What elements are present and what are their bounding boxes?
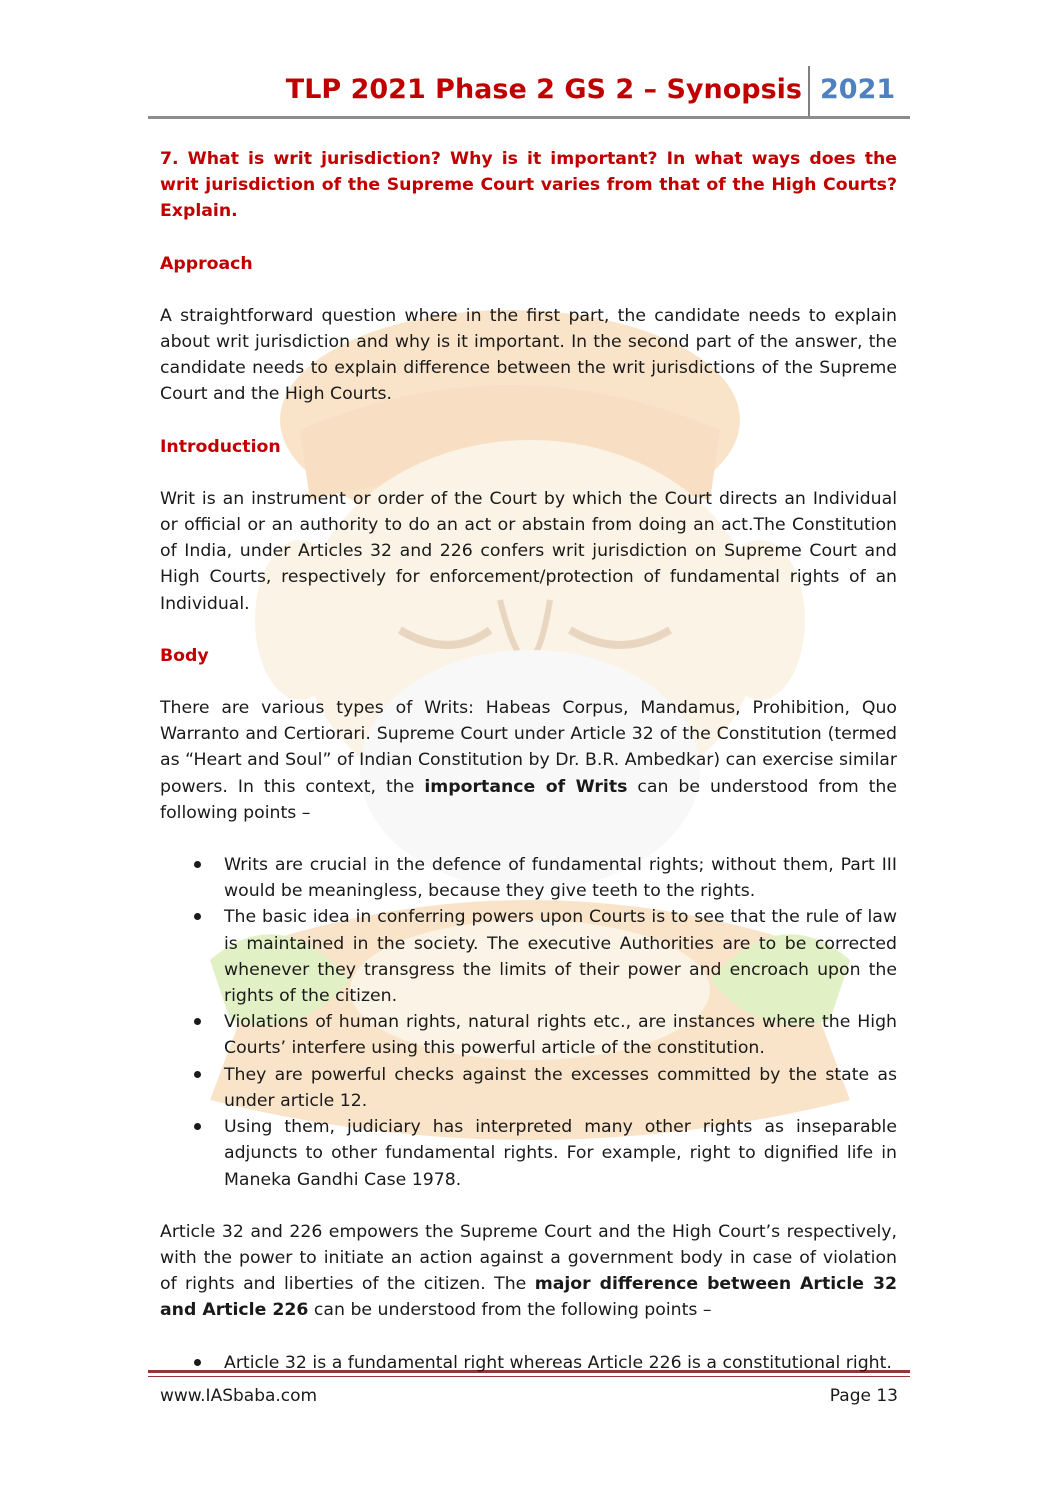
footer-page-number: Page 13 <box>829 1386 898 1406</box>
footer-website: www.IASbaba.com <box>160 1386 318 1406</box>
body-paragraph-1-text: There are various types of Writs: Habeas Corpus, Mandamus, Prohibition, Quo Warranto and Certiorari. Supreme Court under Article 32 of the Constitution (termed as “Heart and Soul” of Indian Constitution by Dr. B.R. Ambedkar) can exercise similar powers. In this context, the <box>160 698 897 797</box>
list-item <box>224 1009 897 1061</box>
bullet-icon <box>194 1071 201 1078</box>
bullet-icon <box>194 861 201 868</box>
bullet-icon <box>194 1018 201 1025</box>
bullet-icon <box>194 913 201 920</box>
list-item-text: Violations of human rights, natural rights etc., are instances where the High Courts’ interfere using this powerful article of the constitution. <box>224 1012 897 1059</box>
bullet-icon <box>194 1359 201 1366</box>
difference-bullet-list <box>160 1350 897 1376</box>
list-item-text: Article 32 is a fundamental right whereas Article 226 is a constitutional right. <box>224 1352 892 1373</box>
page-content <box>160 146 897 1402</box>
body-paragraph-1-bold: importance of Writs <box>424 776 628 797</box>
list-item <box>224 852 897 904</box>
header-separator <box>808 66 810 116</box>
list-item-text: Using them, judiciary has interpreted many other rights as inseparable adjuncts to other fundamental rights. For example, right to dignified life in Maneka Gandhi Case 1978. <box>224 1117 897 1190</box>
question-text: 7. What is writ jurisdiction? Why is it important? In what ways does the writ jurisdiction of the Supreme Court varies from that of the High Courts? Explain. <box>160 149 897 222</box>
body-heading: Body <box>160 645 209 666</box>
body-paragraph-1 <box>160 695 897 826</box>
header-rule <box>148 116 910 119</box>
list-item-text: Writs are crucial in the defence of fundamental rights; without them, Part III would be meaningless, because they give teeth to the rights. <box>224 855 897 902</box>
list-item <box>224 1114 897 1193</box>
introduction-heading: Introduction <box>160 436 281 457</box>
list-item <box>224 1350 897 1376</box>
header-title: TLP 2021 Phase 2 GS 2 – Synopsis <box>285 74 802 105</box>
body-paragraph-2-bold: major difference between Article 32 and Article 226 <box>160 1274 897 1321</box>
body-paragraph-2 <box>160 1219 897 1324</box>
list-item-text: They are powerful checks against the excesses committed by the state as under article 12. <box>224 1064 897 1111</box>
introduction-paragraph: Writ is an instrument or order of the Court by which the Court directs an Individual or official or an authority to do an act or abstain from doing an act.The Constitution of India, under Articles 32 and 226 confers writ jurisdiction on Supreme Court and High Courts, respectively for enforcement/protection of fundamental rights of an Individual. <box>160 488 897 614</box>
list-item <box>224 1062 897 1114</box>
list-item <box>224 904 897 1009</box>
list-item-text: The basic idea in conferring powers upon Courts is to see that the rule of law is maintained in the society. The executive Authorities are to be corrected whenever they transgress the limits of their power and encroach upon the rights of the citizen. <box>224 907 897 1007</box>
approach-heading: Approach <box>160 253 253 274</box>
body-paragraph-2-text: Article 32 and 226 empowers the Supreme Court and the High Court’s respectively, with the power to initiate an action against a government body in case of violation of rights and liberties of the citizen. The <box>160 1221 897 1295</box>
importance-bullet-list <box>160 852 897 1193</box>
body-paragraph-1-end: can be understood from the following points – <box>160 776 897 823</box>
body-paragraph-2-end: can be understood from the following points – <box>308 1300 712 1321</box>
approach-paragraph: A straightforward question where in the first part, the candidate needs to explain about writ jurisdiction and why is it important. In the second part of the answer, the candidate needs to explain difference between the writ jurisdictions of the Supreme Court and the High Courts. <box>160 305 897 405</box>
header-year: 2021 <box>820 74 896 105</box>
page-header <box>0 72 1058 122</box>
bullet-icon <box>194 1123 201 1130</box>
